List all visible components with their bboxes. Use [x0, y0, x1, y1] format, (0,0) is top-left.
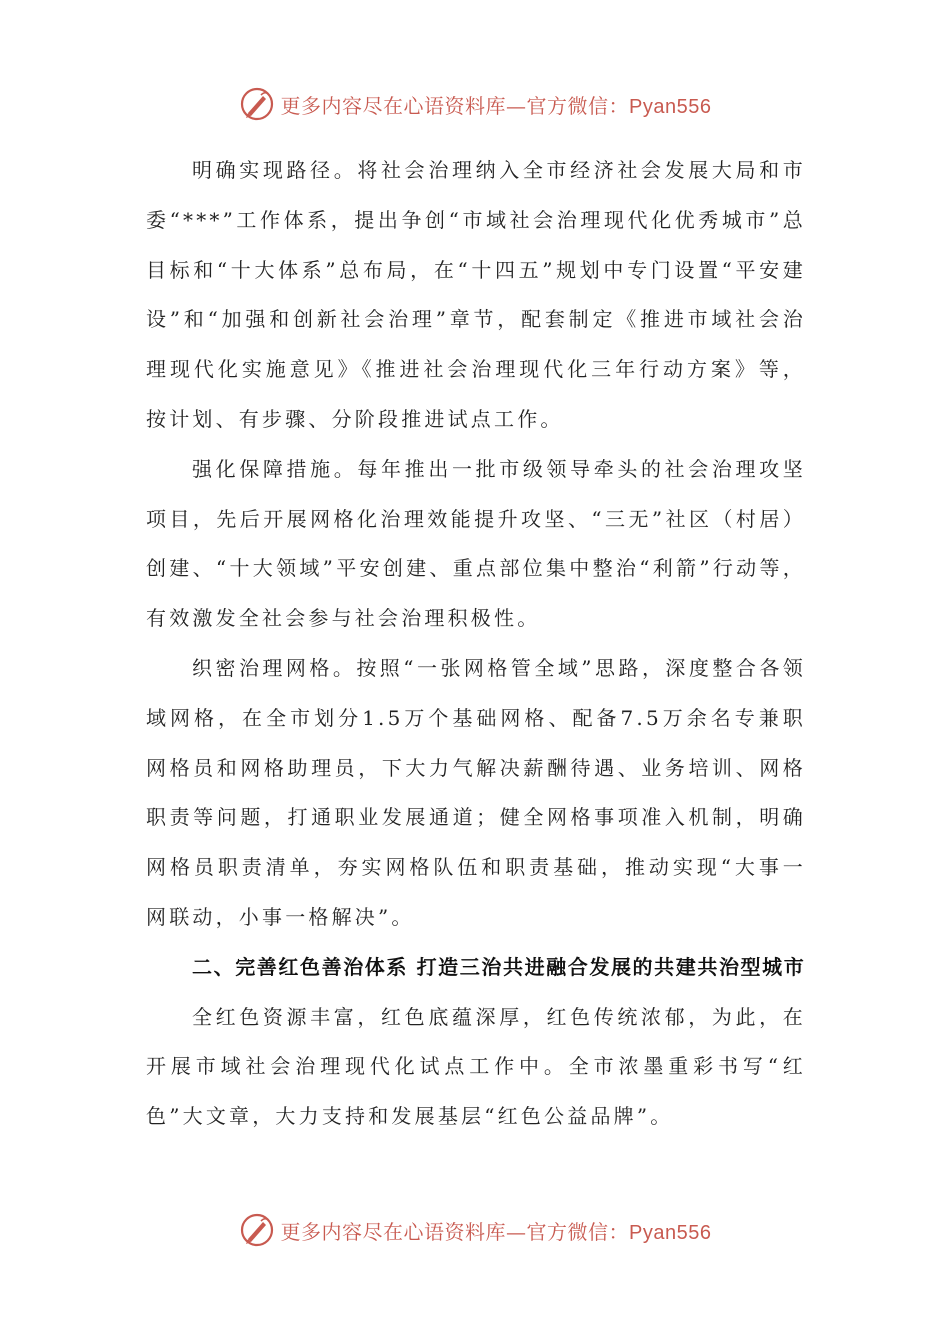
- wechat-id: Pyan556: [629, 1221, 712, 1244]
- wechat-id: Pyan556: [629, 95, 712, 118]
- watermark-prefix: 更多内容尽在心语资料库—官方微信：: [280, 1219, 630, 1244]
- section-heading: 二、完善红色善治体系 打造三治共进融合发展的共建共治型城市: [192, 954, 806, 979]
- watermark-text: [281, 90, 712, 119]
- pen-logo-icon: [239, 86, 275, 122]
- paragraph-governance-grid: 织密治理网格。按照“一张网格管全域”思路，深度整合各领域网格，在全市划分1.5万个基础网格、配备7.5万余名专兼职网格员和网格助理员，下大力气解决薪酬待遇、业务培训、网格职责等问题，打通职业发展通道；健全网格事项准入机制，明确网格员职责清单，夯实网格队伍和职责基础，推动实现“大事一网联动，小事一格解决”。: [146, 655, 806, 929]
- document-body: [146, 146, 806, 1142]
- paragraph-safeguard-measures: 强化保障措施。每年推出一批市级领导牵头的社会治理攻坚项目，先后开展网格化治理效能提升攻坚、“三无”社区（村居）创建、“十大领域”平安创建、重点部位集中整治“利箭”行动等，有效激发全社会参与社会治理积极性。: [146, 456, 806, 631]
- watermark-prefix: 更多内容尽在心语资料库—官方微信：: [280, 93, 630, 118]
- paragraph-red-resources: 全红色资源丰富，红色底蕴深厚，红色传统浓郁，为此，在开展市域社会治理现代化试点工作中。全市浓墨重彩书写“红色”大文章，大力支持和发展基层“红色公益品牌”。: [146, 1004, 806, 1129]
- pen-logo-icon: [239, 1212, 275, 1248]
- paragraph-implementation-path: 明确实现路径。将社会治理纳入全市经济社会发展大局和市委“***”工作体系，提出争创“市域社会治理现代化优秀城市”总目标和“十大体系”总布局，在“十四五”规划中专门设置“平安建设”和“加强和创新社会治理”章节，配套制定《推进市域社会治理现代化实施意见》《推进社会治理现代化三年行动方案》等，按计划、有步骤、分阶段推进试点工作。: [146, 158, 806, 431]
- watermark-banner-top: [0, 84, 950, 124]
- watermark-text: [281, 1216, 712, 1245]
- watermark-banner-bottom: [0, 1210, 950, 1250]
